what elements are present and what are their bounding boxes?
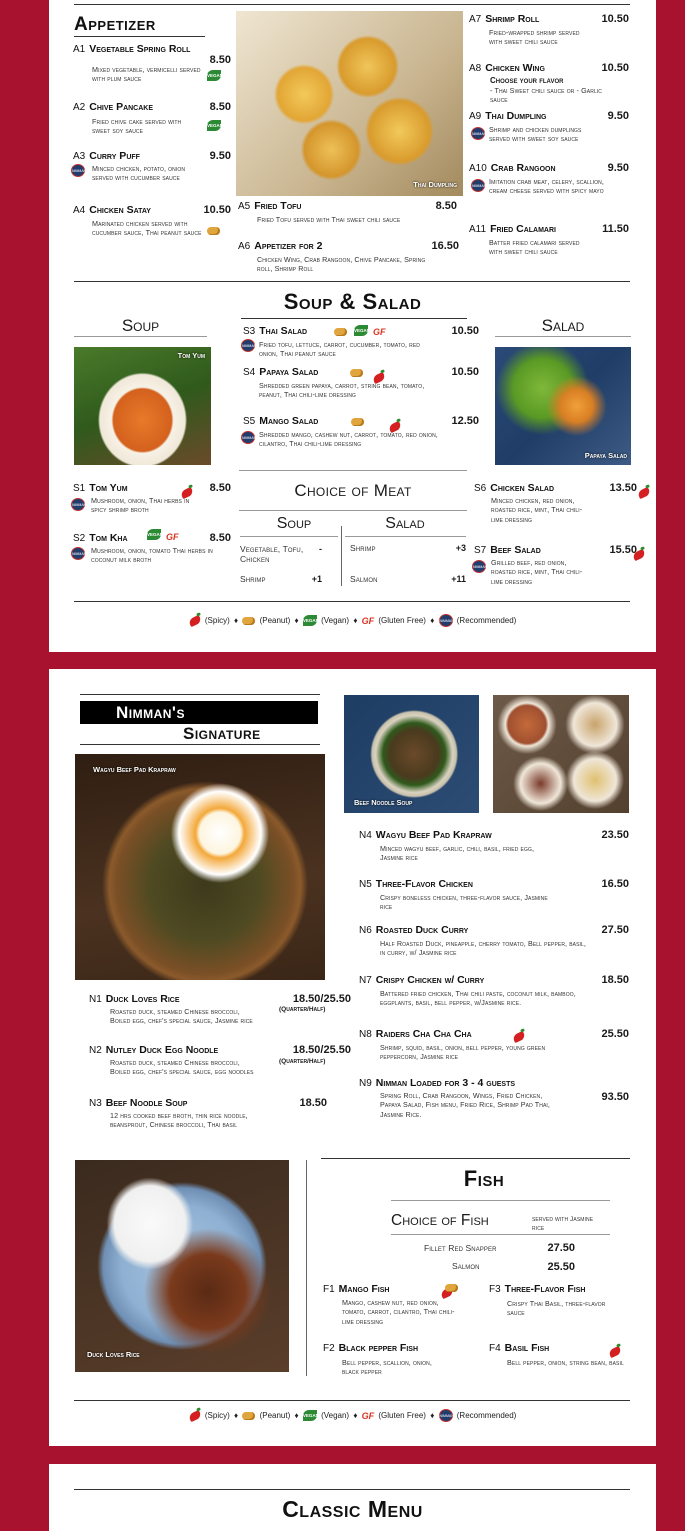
- menu-page-classic: [49, 1464, 656, 1531]
- menu-page-appetizers-soup-salad: [49, 0, 656, 652]
- item-description: Spring Roll, Crab Rangoon, Wings, Fried Chicken, Papaya Salad, Fish menu, Fried Rice, Shrimp Pad Thai, Jasmine Rice.: [380, 1091, 551, 1119]
- photo-caption: Tom Yum: [177, 351, 205, 360]
- soup-subheading: Soup: [121, 316, 160, 335]
- item-portion: (Quarter/Half): [279, 1058, 326, 1065]
- gluten-free-icon: GF: [373, 327, 386, 337]
- recommended-icon: NIMMAN: [472, 560, 486, 573]
- item-price: 18.50: [299, 1097, 327, 1109]
- menu-item-a3: A3 Curry Puff: [73, 150, 140, 162]
- item-description: Fried-wrapped shrimp served with sweet chili sauce: [489, 28, 580, 47]
- chili-icon: [512, 1031, 526, 1043]
- menu-item-n9: N9 Nimman Loaded for 3 - 4 guests: [359, 1077, 516, 1089]
- menu-item-n3: N3 Beef Noodle Soup: [89, 1097, 188, 1109]
- appetizer-heading: Appetizer: [74, 14, 156, 35]
- menu-item-n6: N6 Roasted Duck Curry: [359, 924, 469, 936]
- menu-item-n4: N4 Wagyu Beef Pad Krapraw: [359, 829, 492, 841]
- vegan-icon: VEGAN: [207, 120, 221, 131]
- item-portion: (Quarter/Half): [279, 1006, 326, 1013]
- item-price: 8.50: [209, 101, 231, 113]
- item-price: 8.50: [209, 54, 231, 66]
- item-price: 27.50: [601, 924, 629, 936]
- divider: [241, 318, 467, 319]
- fish-served-note: served with Jasmine rice: [532, 1216, 594, 1232]
- vegan-icon: VEGAN: [303, 615, 317, 626]
- item-description: 12 hrs cooked beef broth, thin rice noodle, beansprout, Chinese broccoli, Thai basil: [110, 1111, 248, 1130]
- menu-item-a7: A7 Shrimp Roll: [469, 13, 540, 25]
- fish-option: Salmon: [452, 1261, 480, 1271]
- menu-item-a1: A1 Vegetable Spring Roll: [73, 43, 191, 55]
- item-description: Fried tofu, lettuce, carrot, cucumber, tomato, red onion, Thai peanut sauce: [259, 340, 420, 359]
- menu-item-a9: A9 Thai Dumpling: [469, 110, 547, 122]
- meat-option: Shrimp: [240, 574, 266, 584]
- item-description: Mixed vegetable, vermicelli served with plum sauce: [92, 65, 201, 84]
- recommended-icon: NIMMAN: [71, 547, 85, 560]
- thai-dumpling-photo: [236, 11, 463, 196]
- vegan-icon: VEGAN: [207, 70, 221, 81]
- recommended-icon: NIMMAN: [439, 614, 453, 627]
- recommended-icon: NIMMAN: [471, 127, 485, 140]
- meat-soup-column: Soup: [276, 515, 312, 532]
- photo-caption: Papaya Salad: [584, 451, 627, 460]
- menu-item-s2: S2 Tom Kha: [73, 532, 128, 544]
- chili-icon: [637, 487, 651, 499]
- menu-item-n7: N7 Crispy Chicken w/ Curry: [359, 974, 485, 986]
- duck-loves-rice-photo: [75, 1160, 289, 1372]
- column-divider: [306, 1160, 307, 1376]
- tom-yum-photo: [74, 347, 211, 465]
- menu-item-n2: N2 Nutley Duck Egg Noodle: [89, 1044, 219, 1056]
- menu-item-n5: N5 Three-Flavor Chicken: [359, 878, 473, 890]
- papaya-salad-photo: [495, 347, 631, 465]
- peanut-icon: [350, 369, 363, 377]
- item-price: 10.50: [451, 325, 479, 337]
- meat-option: Shrimp: [350, 543, 376, 553]
- menu-item-n8: N8 Raiders Cha Cha Cha: [359, 1028, 472, 1040]
- divider: [80, 694, 320, 695]
- chili-icon: [608, 1346, 622, 1358]
- item-description: Roasted duck, steamed Chinese broccoli, Boiled egg, chef's special sauce, egg noodles: [110, 1058, 254, 1077]
- menu-item-a10: A10 Crab Rangoon: [469, 162, 556, 174]
- item-description: Chicken Wing, Crab Rangoon, Chive Pancake, Spring roll, Shrimp Roll: [257, 255, 426, 274]
- item-subtitle: Choose your flavor: [490, 76, 564, 85]
- signature-title-line1: Nimman's: [80, 701, 318, 724]
- item-description: Shredded green papaya, carrot, string bean, tomato, peanut, Thai chili-lime dressing: [259, 381, 425, 400]
- soup-salad-heading: Soup & Salad: [283, 289, 422, 314]
- fish-price: 27.50: [547, 1242, 575, 1254]
- item-price: 18.50: [601, 974, 629, 986]
- divider: [495, 336, 631, 337]
- salad-subheading: Salad: [541, 316, 585, 335]
- recommended-icon: NIMMAN: [471, 179, 485, 192]
- item-description: Shrimp and chicken dumplings served with sweet soy sauce: [489, 125, 582, 144]
- item-description: Half Roasted Duck, pineapple, cherry tomato, Bell pepper, basil, in curry, w/ Jasmine rice: [380, 939, 587, 958]
- item-description: Crispy boneless chicken, three-flavor sauce, Jasmine rice: [380, 893, 548, 912]
- photo-caption: Beef Noodle Soup: [354, 798, 413, 807]
- divider: [74, 1489, 630, 1490]
- meat-option: Vegetable, Tofu, Chicken: [240, 544, 304, 564]
- meat-price: +3: [455, 543, 466, 553]
- item-description: Imitation crab meat, celery, scallion, cream cheese served with spicy mayo: [489, 177, 604, 196]
- item-description: Minced chicken, red onion, roasted rice, mint, Thai chili-lime dressing: [491, 496, 583, 524]
- item-description: Shrimp, squid, basil, onion, bell pepper, young green peppercorn, Jasmine rice: [380, 1043, 546, 1062]
- peanut-icon: [334, 328, 347, 336]
- table-dishes-photo: [493, 695, 629, 813]
- divider: [239, 470, 467, 471]
- item-price: 16.50: [601, 878, 629, 890]
- item-description: Crispy Thai Basil, three-flavor sauce: [507, 1299, 606, 1318]
- gluten-free-icon: GF: [166, 532, 179, 542]
- item-price: 8.50: [209, 482, 231, 494]
- menu-item-s4: S4 Papaya Salad: [243, 366, 319, 378]
- item-price: 23.50: [601, 829, 629, 841]
- item-description: Fried chive cake served with sweet soy sauce: [92, 117, 182, 136]
- menu-item-f4: F4 Basil Fish: [489, 1342, 550, 1354]
- divider: [391, 1200, 610, 1201]
- beef-noodle-soup-photo: [344, 695, 479, 813]
- item-description: Mushroom, onion, tomato Thai herbs in coconut milk broth: [91, 546, 213, 565]
- vegan-icon: VEGAN: [147, 529, 161, 540]
- menu-item-a2: A2 Chive Pancake: [73, 101, 154, 113]
- choice-of-meat-heading: Choice of Meat: [294, 481, 412, 500]
- item-description: Bell pepper, onion, string bean, basil: [507, 1358, 624, 1367]
- chili-icon: [188, 614, 202, 626]
- item-price: 10.50: [451, 366, 479, 378]
- menu-item-s7: S7 Beef Salad: [474, 544, 541, 556]
- legend: (Spicy) ♦ (Peanut) ♦ VEGAN (Vegan) ♦ GF (Gluten Free) ♦ NIMMAN (Recommended): [49, 614, 656, 627]
- item-price: 18.50/25.50: [292, 993, 351, 1005]
- menu-item-a5: A5 Fried Tofu: [238, 200, 302, 212]
- item-description: Marinated chicken served with cucumber sauce, Thai peanut sauce: [92, 219, 202, 238]
- divider: [240, 536, 338, 537]
- meat-price: +1: [311, 574, 322, 584]
- item-price: 10.50: [601, 62, 629, 74]
- menu-item-a4: A4 Chicken Satay: [73, 204, 151, 216]
- wagyu-beef-photo: [75, 754, 325, 980]
- item-description: Minced chicken, potato, onion served with cucumber sauce: [92, 164, 186, 183]
- item-price: 10.50: [601, 13, 629, 25]
- vegan-icon: VEGAN: [303, 1410, 317, 1421]
- divider: [74, 281, 630, 282]
- item-price: 8.50: [209, 532, 231, 544]
- menu-item-f1: F1 Mango Fish: [323, 1283, 390, 1295]
- item-description: - Thai Sweet chili sauce or - Garlic sauce: [490, 86, 603, 105]
- item-price: 25.50: [601, 1028, 629, 1040]
- meat-salad-column: Salad: [385, 515, 425, 532]
- peanut-icon: [242, 1412, 255, 1420]
- gluten-free-icon: GF: [361, 615, 375, 626]
- divider: [391, 1234, 610, 1235]
- item-description: Roasted duck, steamed Chinese broccoli, Boiled egg, chef's special sauce, Jasmine rice: [110, 1007, 253, 1026]
- meat-option: Salmon: [350, 574, 378, 584]
- menu-item-s3: S3 Thai Salad: [243, 325, 308, 337]
- menu-item-s6: S6 Chicken Salad: [474, 482, 555, 494]
- menu-item-s1: S1 Tom Yum: [73, 482, 128, 494]
- item-description: Mango, cashew nut, red onion, tomato, carrot, cilantro, Thai chili-lime dressing: [342, 1298, 455, 1326]
- item-description: Batter fried calamari served with sweet chili sauce: [489, 238, 580, 257]
- legend: (Spicy) ♦ (Peanut) ♦ VEGAN (Vegan) ♦ GF (Gluten Free) ♦ NIMMAN (Recommended): [49, 1409, 656, 1422]
- peanut-icon: [207, 227, 220, 235]
- fish-heading: Fish: [463, 1166, 505, 1191]
- item-description: Minced wagyu beef, garlic, chili, basil, fried egg, Jasmine rice: [380, 844, 535, 863]
- menu-item-n1: N1 Duck Loves Rice: [89, 993, 180, 1005]
- divider: [80, 744, 320, 745]
- item-description: Fried Tofu served with Thai sweet chili sauce: [257, 215, 401, 224]
- item-price: 10.50: [203, 204, 231, 216]
- recommended-icon: NIMMAN: [241, 339, 255, 352]
- item-description: Bell pepper, scallion, onion, black pepper: [342, 1358, 432, 1377]
- item-price: 8.50: [435, 200, 457, 212]
- item-price: 12.50: [451, 415, 479, 427]
- photo-caption: Thai Dumpling: [413, 180, 457, 189]
- item-price: 9.50: [607, 162, 629, 174]
- divider: [321, 1158, 630, 1159]
- meat-price: +11: [451, 574, 466, 584]
- fish-option: Fillet Red Snapper: [424, 1243, 497, 1253]
- menu-page-signature-fish: [49, 669, 656, 1446]
- photo-caption: Wagyu Beef Pad Krapraw: [93, 765, 176, 774]
- recommended-icon: NIMMAN: [241, 431, 255, 444]
- vegan-icon: VEGAN: [354, 325, 368, 336]
- menu-item-s5: S5 Mango Salad: [243, 415, 319, 427]
- menu-item-f2: F2 Black pepper Fish: [323, 1342, 419, 1354]
- item-description: Battered fried chicken, Thai chili paste, coconut milk, bamboo, eggplants, basil, bell pepper, w/Jasmine rice.: [380, 989, 576, 1008]
- item-price: 18.50/25.50: [292, 1044, 351, 1056]
- recommended-icon: NIMMAN: [439, 1409, 453, 1422]
- signature-title-line2: Signature: [183, 724, 261, 743]
- peanut-icon: [242, 617, 255, 625]
- divider: [74, 336, 207, 337]
- menu-item-a6: A6 Appetizer for 2: [238, 240, 323, 252]
- item-price: 11.50: [602, 223, 629, 235]
- recommended-icon: NIMMAN: [71, 498, 85, 511]
- item-description: Shredded mango, cashew nut, carrot, tomato, red onion, cilantro, Thai chili-lime dressing: [259, 430, 438, 449]
- item-price: 9.50: [209, 150, 231, 162]
- peanut-icon: [351, 418, 364, 426]
- item-price: 16.50: [431, 240, 459, 252]
- gluten-free-icon: GF: [361, 1410, 375, 1421]
- fish-price: 25.50: [547, 1261, 575, 1273]
- classic-menu-heading: Classic Menu: [282, 1496, 423, 1522]
- item-price: 13.50: [609, 482, 637, 494]
- item-description: Mushroom, onion, Thai herbs in spicy shrimp broth: [91, 496, 190, 515]
- meat-price: -: [319, 544, 322, 554]
- divider: [74, 601, 630, 602]
- item-price: 93.50: [601, 1091, 629, 1103]
- divider: [74, 36, 205, 37]
- item-description: Grilled beef, red onion, roasted rice, mint, Thai chili-lime dressing: [491, 558, 583, 586]
- column-divider: [341, 526, 342, 586]
- menu-item-a8: A8 Chicken Wing: [469, 62, 545, 74]
- divider: [74, 4, 630, 5]
- peanut-icon: [445, 1284, 458, 1292]
- photo-caption: Duck Loves Rice: [87, 1350, 140, 1359]
- item-price: 9.50: [607, 110, 629, 122]
- divider: [74, 1400, 630, 1401]
- chili-icon: [188, 1409, 202, 1421]
- item-price: 15.50: [609, 544, 637, 556]
- recommended-icon: NIMMAN: [71, 164, 85, 177]
- divider: [345, 536, 466, 537]
- menu-item-f3: F3 Three-Flavor Fish: [489, 1283, 586, 1295]
- menu-item-a11: A11 Fried Calamari: [469, 223, 556, 235]
- divider: [239, 510, 467, 511]
- choice-of-fish-heading: Choice of Fish: [391, 1212, 489, 1229]
